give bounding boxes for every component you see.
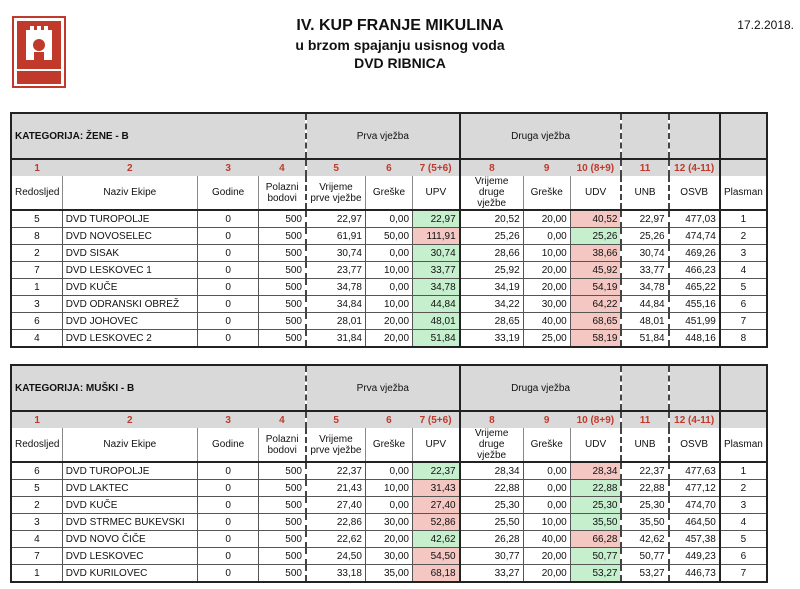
column-header: Godine (197, 428, 258, 462)
table-cell: 58,19 (570, 330, 621, 348)
table-cell: 66,28 (570, 531, 621, 548)
category-header-row (11, 365, 767, 411)
table-cell: 45,92 (570, 262, 621, 279)
table-cell: 22,88 (621, 480, 668, 497)
results-table (10, 364, 768, 583)
table-cell: 26,28 (460, 531, 524, 548)
table-cell: 52,86 (413, 514, 460, 531)
table-cell: DVD KUČE (62, 279, 197, 296)
column-names-row (11, 428, 767, 462)
table-cell: 500 (259, 531, 306, 548)
table-cell: 28,34 (460, 462, 524, 480)
column-number: 8 (460, 411, 524, 428)
table-cell: 0 (197, 480, 258, 497)
table-cell: DVD KUČE (62, 497, 197, 514)
table-cell: 34,19 (460, 279, 524, 296)
table-cell: 4 (720, 514, 767, 531)
table-cell: 0,00 (523, 480, 570, 497)
table-cell: 0,00 (365, 279, 412, 296)
table-cell: DVD LESKOVEC 2 (62, 330, 197, 348)
table-cell: 0 (197, 514, 258, 531)
table-cell: 0 (197, 279, 258, 296)
table-cell: 474,74 (669, 228, 720, 245)
table-cell: 20,00 (523, 262, 570, 279)
table-cell: 2 (11, 497, 62, 514)
table-cell: DVD NOVOSELEC (62, 228, 197, 245)
column-number: 6 (386, 162, 392, 174)
table-cell: 22,97 (413, 210, 460, 228)
table-row (11, 245, 767, 262)
column-number: 9 (543, 162, 550, 174)
table-cell: 448,16 (669, 330, 720, 348)
table-cell: 500 (259, 210, 306, 228)
table-cell: 5 (11, 210, 62, 228)
table-cell: 51,84 (621, 330, 668, 348)
column-numbers-row (11, 411, 767, 428)
table-cell: 500 (259, 330, 306, 348)
column-header: UDV (570, 428, 621, 462)
table-cell: 500 (259, 296, 306, 313)
column-number: 2 (127, 414, 133, 426)
table-cell: 40,00 (523, 313, 570, 330)
table-cell: 30,77 (460, 548, 524, 565)
table-cell: 0,00 (523, 497, 570, 514)
table-cell: 500 (259, 548, 306, 565)
column-header: Plasman (720, 428, 767, 462)
table-cell: 34,78 (413, 279, 460, 296)
table-cell: 5 (11, 480, 62, 497)
column-number: 4 (279, 414, 285, 426)
table-cell: 35,50 (621, 514, 668, 531)
table-cell: 3 (720, 245, 767, 262)
column-number: 8 (460, 159, 524, 176)
table-cell: 28,66 (460, 245, 524, 262)
table-cell: 500 (259, 514, 306, 531)
table-cell: 27,40 (306, 497, 365, 514)
table-cell: 500 (259, 262, 306, 279)
table-cell: 33,27 (460, 565, 524, 583)
table-cell: 27,40 (413, 497, 460, 514)
table-cell: 20,00 (365, 531, 412, 548)
table-cell: 40,00 (523, 531, 570, 548)
table-cell: 1 (11, 279, 62, 296)
table-cell: 42,62 (621, 531, 668, 548)
table-cell: DVD TUROPOLJE (62, 462, 197, 480)
table-cell: 500 (259, 565, 306, 583)
column-number: 11 (621, 411, 668, 428)
table-cell: 0,00 (523, 228, 570, 245)
table-cell: 464,50 (669, 514, 720, 531)
table-cell: 7 (720, 565, 767, 583)
table-cell: 30,74 (306, 245, 365, 262)
table-cell: 500 (259, 245, 306, 262)
table-row (11, 330, 767, 348)
table-cell: 6 (720, 548, 767, 565)
title-line-3: DVD RIBNICA (354, 55, 446, 71)
column-number: 1 (11, 411, 62, 428)
table-cell: 111,91 (413, 228, 460, 245)
table-cell: 51,84 (413, 330, 460, 348)
table-cell: 7 (720, 313, 767, 330)
table-cell: 8 (720, 330, 767, 348)
column-number: 11 (621, 159, 668, 176)
table-cell: 40,52 (570, 210, 621, 228)
table-cell: 451,99 (669, 313, 720, 330)
column-number: 10 (8+9) (576, 162, 615, 174)
table-cell: 477,12 (669, 480, 720, 497)
table-cell: 23,77 (306, 262, 365, 279)
table-cell: 22,88 (460, 480, 524, 497)
table-row (11, 480, 767, 497)
table-cell: 38,66 (570, 245, 621, 262)
table-row (11, 462, 767, 480)
column-number: 3 (225, 162, 231, 174)
table-cell: 35,00 (365, 565, 412, 583)
table-cell: DVD LESKOVEC 1 (62, 262, 197, 279)
table-cell: 0 (197, 497, 258, 514)
table-cell: 30,00 (365, 514, 412, 531)
column-header: OSVB (669, 428, 720, 462)
title-line-1: IV. KUP FRANJE MIKULINA (296, 17, 504, 34)
table-cell: 0 (197, 548, 258, 565)
table-cell: 500 (259, 228, 306, 245)
table-cell: 22,37 (413, 462, 460, 480)
table-row (11, 497, 767, 514)
table-cell: 1 (720, 210, 767, 228)
table-cell: 50,77 (621, 548, 668, 565)
table-cell: DVD TUROPOLJE (62, 210, 197, 228)
table-cell: 0 (197, 330, 258, 348)
table-row (11, 262, 767, 279)
spacer-cell (669, 365, 720, 411)
table-cell: 22,97 (621, 210, 668, 228)
table-cell: 446,73 (669, 565, 720, 583)
title-line-2: u brzom spajanju usisnog voda (295, 37, 505, 53)
table-cell: 25,30 (621, 497, 668, 514)
column-header: Polazni bodovi (259, 176, 306, 210)
table-cell: 28,34 (570, 462, 621, 480)
table-cell: 0,00 (365, 462, 412, 480)
page-title (200, 16, 600, 72)
table-cell: 25,26 (460, 228, 524, 245)
column-header: UPV (413, 428, 460, 462)
table-cell: DVD JOHOVEC (62, 313, 197, 330)
column-header: UNB (621, 428, 668, 462)
table-cell: 0 (197, 296, 258, 313)
table-cell: 54,50 (413, 548, 460, 565)
column-number: 5 (306, 411, 365, 428)
table-cell: 0 (197, 262, 258, 279)
column-number: 7 (5+6) (419, 414, 452, 426)
column-number: 12 (4-11) (669, 159, 720, 176)
column-number: 12 (4-11) (669, 411, 720, 428)
column-header: OSVB (669, 176, 720, 210)
table-cell: 455,16 (669, 296, 720, 313)
table-cell: 10,00 (365, 262, 412, 279)
table-cell: DVD LAKTEC (62, 480, 197, 497)
table-cell: 24,50 (306, 548, 365, 565)
table-cell: 0 (197, 313, 258, 330)
table-cell: 54,19 (570, 279, 621, 296)
table-cell: 53,27 (570, 565, 621, 583)
table-cell: 33,77 (413, 262, 460, 279)
table-cell: 22,37 (306, 462, 365, 480)
table-cell: 0,00 (365, 245, 412, 262)
table-cell: 0 (197, 245, 258, 262)
table-cell: 22,88 (570, 480, 621, 497)
table-cell: 0 (197, 531, 258, 548)
table-cell: 0,00 (365, 210, 412, 228)
table-cell: 2 (11, 245, 62, 262)
table-cell: 30,74 (413, 245, 460, 262)
column-number: 2 (127, 162, 133, 174)
table-cell: 500 (259, 462, 306, 480)
table-cell: 3 (11, 296, 62, 313)
results-table (10, 112, 768, 348)
table-cell: 6 (11, 462, 62, 480)
table-cell: 3 (720, 497, 767, 514)
table-cell: 10,00 (523, 245, 570, 262)
table-cell: 477,03 (669, 210, 720, 228)
table-cell: 25,50 (460, 514, 524, 531)
column-number (720, 411, 767, 428)
table-cell: 22,62 (306, 531, 365, 548)
category-label: KATEGORIJA: ŽENE - B (11, 113, 306, 159)
column-header: Greške (523, 428, 570, 462)
table-cell: 68,18 (413, 565, 460, 583)
column-header: UDV (570, 176, 621, 210)
table-cell: 4 (720, 262, 767, 279)
table-cell: 474,70 (669, 497, 720, 514)
table-cell: 31,43 (413, 480, 460, 497)
table-cell: 48,01 (413, 313, 460, 330)
table-cell: 34,22 (460, 296, 524, 313)
column-header: Naziv Ekipe (62, 176, 197, 210)
table-cell: 5 (720, 531, 767, 548)
table-cell: 20,00 (523, 548, 570, 565)
table-cell: 28,65 (460, 313, 524, 330)
table-cell: 22,97 (306, 210, 365, 228)
spacer-cell (621, 365, 668, 411)
table-cell: 68,65 (570, 313, 621, 330)
column-header: Redosljed (11, 428, 62, 462)
table-cell: 22,86 (306, 514, 365, 531)
column-number: 9 (543, 414, 550, 426)
group-first-exercise: Prva vježba (306, 365, 460, 411)
table-cell: 10,00 (365, 480, 412, 497)
table-row (11, 296, 767, 313)
column-header: Redosljed (11, 176, 62, 210)
table-cell: 0,00 (365, 497, 412, 514)
table-cell: 33,19 (460, 330, 524, 348)
table-cell: 3 (11, 514, 62, 531)
table-cell: 7 (11, 262, 62, 279)
table-cell: 2 (720, 228, 767, 245)
table-cell: 28,01 (306, 313, 365, 330)
spacer-cell (621, 113, 668, 159)
table-cell: 20,00 (365, 313, 412, 330)
table-cell: DVD NOVO ČIČE (62, 531, 197, 548)
section-zene-b (10, 112, 768, 348)
table-cell: 34,78 (621, 279, 668, 296)
table-row (11, 228, 767, 245)
table-cell: DVD KURILOVEC (62, 565, 197, 583)
column-header: Greške (365, 428, 412, 462)
column-header: Vrijeme prve vježbe (306, 428, 365, 462)
column-header: Greške (523, 176, 570, 210)
table-cell: 61,91 (306, 228, 365, 245)
table-cell: 44,84 (413, 296, 460, 313)
column-header: Godine (197, 176, 258, 210)
table-cell: 465,22 (669, 279, 720, 296)
table-cell: 0 (197, 565, 258, 583)
date-label: 17.2.2018. (737, 18, 794, 32)
table-cell: 48,01 (621, 313, 668, 330)
table-cell: 0 (197, 228, 258, 245)
table-cell: 500 (259, 279, 306, 296)
table-cell: 0,00 (523, 462, 570, 480)
table-cell: 44,84 (621, 296, 668, 313)
table-cell: 500 (259, 480, 306, 497)
table-cell: 449,23 (669, 548, 720, 565)
table-cell: 30,74 (621, 245, 668, 262)
table-row (11, 279, 767, 296)
column-header: Vrijeme druge vježbe (460, 428, 524, 462)
table-cell: 500 (259, 497, 306, 514)
table-cell: DVD SISAK (62, 245, 197, 262)
column-number (720, 159, 767, 176)
table-cell: 33,18 (306, 565, 365, 583)
table-cell: 6 (720, 296, 767, 313)
table-cell: 4 (11, 330, 62, 348)
table-cell: 34,78 (306, 279, 365, 296)
table-cell: 1 (720, 462, 767, 480)
table-cell: 477,63 (669, 462, 720, 480)
table-cell: 20,00 (523, 565, 570, 583)
table-cell: 5 (720, 279, 767, 296)
table-cell: 21,43 (306, 480, 365, 497)
table-row (11, 548, 767, 565)
table-cell: 20,00 (523, 279, 570, 296)
table-cell: 25,30 (570, 497, 621, 514)
spacer-cell (720, 365, 767, 411)
table-cell: 2 (720, 480, 767, 497)
table-cell: 35,50 (570, 514, 621, 531)
column-header: Polazni bodovi (259, 428, 306, 462)
table-cell: 30,00 (365, 548, 412, 565)
table-cell: 64,22 (570, 296, 621, 313)
table-cell: 10,00 (523, 514, 570, 531)
column-header: Vrijeme prve vježbe (306, 176, 365, 210)
column-header: Plasman (720, 176, 767, 210)
table-cell: 457,38 (669, 531, 720, 548)
table-row (11, 565, 767, 583)
column-number: 4 (279, 162, 285, 174)
table-cell: 469,26 (669, 245, 720, 262)
table-cell: 466,23 (669, 262, 720, 279)
table-cell: 31,84 (306, 330, 365, 348)
column-header: Greške (365, 176, 412, 210)
table-cell: DVD STRMEC BUKEVSKI (62, 514, 197, 531)
column-header: Naziv Ekipe (62, 428, 197, 462)
column-number: 3 (225, 414, 231, 426)
table-cell: 10,00 (365, 296, 412, 313)
column-number: 7 (5+6) (419, 162, 452, 174)
table-cell: 7 (11, 548, 62, 565)
table-cell: 22,37 (621, 462, 668, 480)
table-cell: 25,30 (460, 497, 524, 514)
table-cell: 6 (11, 313, 62, 330)
column-header: UNB (621, 176, 668, 210)
column-header: UPV (413, 176, 460, 210)
table-cell: 25,26 (570, 228, 621, 245)
table-row (11, 210, 767, 228)
table-cell: 20,52 (460, 210, 524, 228)
table-cell: 0 (197, 462, 258, 480)
table-cell: 50,77 (570, 548, 621, 565)
table-cell: DVD LESKOVEC (62, 548, 197, 565)
table-cell: 25,00 (523, 330, 570, 348)
category-label: KATEGORIJA: MUŠKI - B (11, 365, 306, 411)
table-cell: 20,00 (523, 210, 570, 228)
column-number: 10 (8+9) (576, 414, 615, 426)
table-cell: 25,26 (621, 228, 668, 245)
table-row (11, 313, 767, 330)
section-muski-b (10, 364, 768, 583)
spacer-cell (720, 113, 767, 159)
table-cell: 42,62 (413, 531, 460, 548)
table-cell: 53,27 (621, 565, 668, 583)
table-cell: 20,00 (365, 330, 412, 348)
group-second-exercise: Druga vježba (460, 113, 622, 159)
table-cell: 4 (11, 531, 62, 548)
table-row (11, 514, 767, 531)
column-header: Vrijeme druge vježbe (460, 176, 524, 210)
table-cell: 50,00 (365, 228, 412, 245)
column-names-row (11, 176, 767, 210)
table-cell: 25,92 (460, 262, 524, 279)
column-number: 5 (306, 159, 365, 176)
group-first-exercise: Prva vježba (306, 113, 460, 159)
column-number: 6 (386, 414, 392, 426)
table-cell: DVD ODRANSKI OBREŽ (62, 296, 197, 313)
column-number: 1 (11, 159, 62, 176)
table-cell: 33,77 (621, 262, 668, 279)
table-cell: 0 (197, 210, 258, 228)
spacer-cell (669, 113, 720, 159)
column-numbers-row (11, 159, 767, 176)
table-cell: 34,84 (306, 296, 365, 313)
dvd-ribnica-logo (12, 16, 66, 88)
table-row (11, 531, 767, 548)
table-cell: 500 (259, 313, 306, 330)
table-cell: 30,00 (523, 296, 570, 313)
group-second-exercise: Druga vježba (460, 365, 622, 411)
table-cell: 1 (11, 565, 62, 583)
table-cell: 8 (11, 228, 62, 245)
category-header-row (11, 113, 767, 159)
